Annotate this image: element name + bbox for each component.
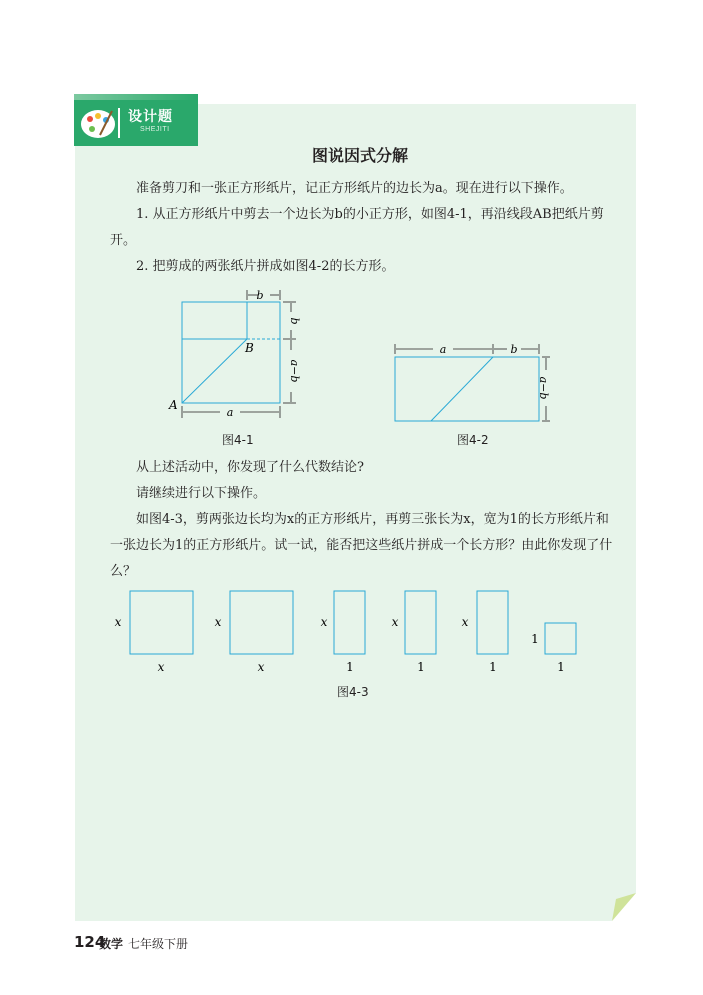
fig1-label-b-right: b [288,317,301,325]
figure-4-3 [105,585,595,675]
palette-icon [78,105,118,141]
paragraph-step-3: 如图4-3，剪两张边长均为x的正方形纸片，再剪三张长为x，宽为1的长方形纸片和一张边长为1的正方形纸片。试一试，能否把这些纸片拼成一个长方形？由此你发现了什么？ [110,512,613,579]
figure-4-1 [160,284,310,424]
footer-subject: 数学 [99,937,124,951]
figure-4-2 [385,338,555,428]
badge-title: 设计题 [128,109,173,125]
paragraph-question: 从上述活动中，你发现了什么代数结论? [136,460,364,475]
piece-1-bottom-label: x [157,660,165,674]
figure-4-3-caption: 图4-3 [337,685,369,699]
badge-divider [118,108,120,138]
piece-rect-x-by-1-1 [334,591,365,654]
fig1-label-a-minus-b: a−b [288,359,301,383]
paragraph-intro: 准备剪刀和一张正方形纸片，记正方形纸片的边长为a。现在进行以下操作。 [136,181,573,196]
page-title: 图说因式分解 [311,146,408,165]
piece-2-bottom-label: x [257,660,265,674]
piece-square-1 [545,623,576,654]
piece-5-bottom-label: 1 [489,660,497,674]
piece-4-left-label: x [391,615,399,629]
fig2-label-b: b [510,343,518,356]
paragraph-continue: 请继续进行以下操作。 [136,486,267,501]
piece-rect-x-by-1-2 [405,591,436,654]
figure-4-2-caption: 图4-2 [457,433,489,447]
piece-3-bottom-label: 1 [346,660,354,674]
page-fold-corner [612,893,636,921]
piece-2-left-label: x [214,615,222,629]
fig1-point-b: B [245,341,254,355]
paragraph-step-1: 1. 从正方形纸片中剪去一个边长为b的小正方形，如图4-1，再沿线段AB把纸片剪开。 [110,207,604,248]
piece-4-bottom-label: 1 [417,660,425,674]
piece-rect-x-by-1-3 [477,591,508,654]
page-number: 124 [74,933,106,951]
piece-square-x-2 [230,591,293,654]
fig1-label-a-bottom: a [226,406,234,419]
piece-1-left-label: x [114,615,122,629]
footer-book-title: 七年级下册 [128,937,189,951]
fig2-label-a-minus-b: a−b [537,376,550,400]
badge-subtitle: SHEJITI [140,126,170,133]
fig2-label-a: a [439,343,447,356]
piece-square-x-1 [130,591,193,654]
piece-6-left-label: 1 [531,632,539,646]
piece-3-left-label: x [320,615,328,629]
fig1-point-a: A [169,398,178,412]
paragraph-step-2: 2. 把剪成的两张纸片拼成如图4-2的长方形。 [136,259,395,274]
piece-6-bottom-label: 1 [557,660,565,674]
figure-4-1-caption: 图4-1 [222,433,254,447]
piece-5-left-label: x [461,615,469,629]
fig1-label-b-top: b [256,289,264,302]
